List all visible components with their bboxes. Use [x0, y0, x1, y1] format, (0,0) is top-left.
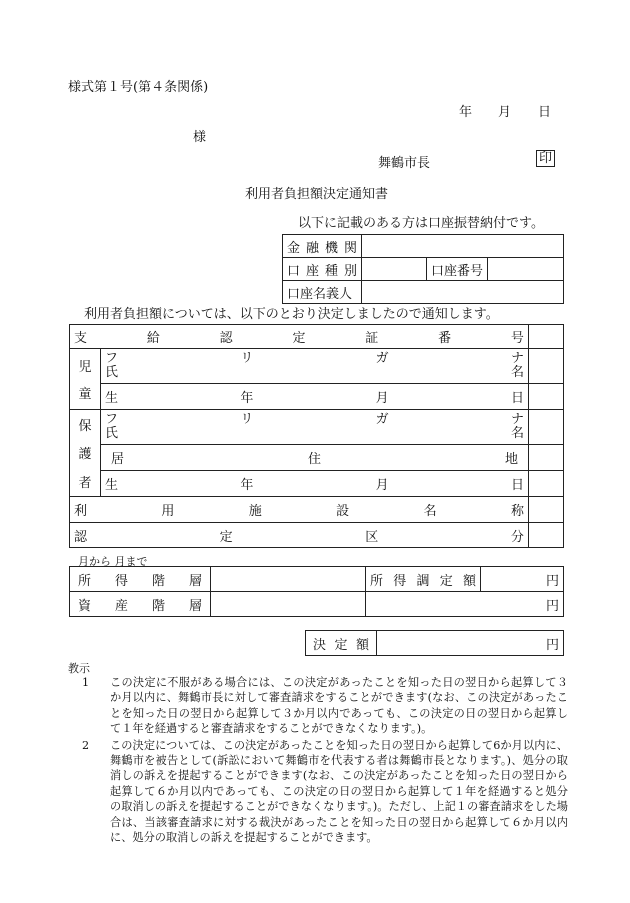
child-group-char-2: 童 — [78, 387, 92, 402]
main-table — [69, 324, 564, 548]
guardian-group-char-3: 者 — [78, 476, 92, 492]
account-number-value[interactable] — [488, 258, 564, 281]
account-type-label: 口 座 種 別 — [287, 263, 357, 279]
account-intro: 以下に記載のある方は口座振替納付です。 — [298, 216, 544, 231]
income-level-value[interactable] — [211, 567, 366, 592]
asset-level-label: 資 産 階 層 — [78, 598, 202, 614]
guardian-birthdate-value[interactable] — [528, 471, 563, 497]
account-type-value[interactable] — [362, 258, 427, 281]
income-adjust-value[interactable] — [481, 567, 564, 592]
child-group-char-1: 児 — [78, 360, 92, 375]
issuer: 舞鶴市長 — [378, 156, 431, 171]
facility-label: 利 用 施 設 名 称 — [74, 504, 524, 519]
guardian-group-char-2: 護 — [78, 447, 92, 463]
child-group-label — [74, 352, 96, 406]
cert-number-value[interactable] — [528, 325, 563, 349]
decision-value[interactable] — [377, 631, 564, 656]
account-holder-value[interactable] — [362, 281, 564, 304]
income-table — [69, 566, 564, 617]
category-value[interactable] — [528, 523, 563, 548]
recipient-suffix: 様 — [193, 130, 207, 145]
notes-list — [68, 675, 568, 845]
date-day: 日 — [538, 105, 552, 120]
guardian-name-label: 氏 名 — [105, 426, 524, 441]
note-number: 1 — [82, 676, 90, 689]
guardian-furigana-label: フ リ ガ ナ — [105, 412, 524, 427]
income-adjust-label: 所 得 調 定 額 — [370, 573, 476, 589]
note-number: 2 — [82, 738, 90, 752]
document-title: 利用者負担額決定通知書 — [245, 187, 389, 202]
asset-yen: 円 — [545, 598, 559, 614]
guardian-address-value[interactable] — [528, 445, 563, 471]
child-birthdate-label: 生 年 月 日 — [105, 391, 524, 406]
decision-yen: 円 — [545, 637, 559, 653]
note-text: この決定に不服がある場合には、この決定があったことを知った日の翌日から起算して３か月以内に、舞鶴市長に対して審査請求をすることができます(なお、この決定があったことを知った日の翌日から起算して３か月以内であっても、この決定の日の翌日から起算して１年を経過すると審査請求をすることができなくなります。)。 — [110, 676, 568, 736]
decision-label: 決 定 額 — [313, 637, 369, 653]
asset-level-value[interactable] — [211, 592, 366, 617]
guardian-birthdate-label: 生 年 月 日 — [105, 478, 524, 493]
bank-value[interactable] — [362, 235, 564, 258]
account-table — [282, 234, 564, 304]
child-birthdate-value[interactable] — [528, 384, 563, 410]
guardian-group-char-1: 保 — [78, 418, 92, 434]
facility-value[interactable] — [528, 497, 563, 523]
form-number: 様式第１号(第４条関係) — [68, 80, 209, 95]
guardian-name-value[interactable] — [528, 410, 563, 445]
guardian-group-label — [74, 410, 96, 496]
asset-amount-value[interactable] — [366, 592, 564, 617]
date-year: 年 — [459, 105, 473, 120]
note-item — [68, 738, 568, 846]
seal-mark: 印 — [536, 150, 555, 167]
income-level-label: 所 得 階 層 — [78, 573, 202, 589]
account-holder-label: 口座名義人 — [287, 286, 353, 302]
category-label: 認 定 区 分 — [74, 529, 524, 545]
notice-text: 利用者負担額については、以下のとおり決定しましたので通知します。 — [84, 307, 499, 322]
bank-label: 金 融 機 関 — [287, 240, 357, 256]
income-adjust-yen: 円 — [545, 573, 559, 589]
cert-number-label: 支 給 認 定 証 番 号 — [74, 331, 524, 346]
note-item — [68, 675, 568, 737]
child-name-label: 氏 名 — [105, 365, 524, 380]
date-month: 月 — [498, 105, 512, 120]
period-text: 月から 月まで — [78, 555, 148, 568]
child-name-value[interactable] — [528, 349, 563, 384]
account-number-label: 口座番号 — [427, 258, 488, 281]
guardian-address-label: 居 住 地 — [111, 452, 518, 467]
child-furigana-label: フ リ ガ ナ — [105, 351, 524, 366]
decision-table — [305, 630, 564, 656]
notes-heading: 教示 — [68, 662, 90, 675]
note-text: この決定については、この決定があったことを知った日の翌日から起算して6か月以内に、舞鶴市を被告として(訴訟において舞鶴市を代表する者は舞鶴市長となります。)、処分の取消しの訴えを提起することができます(なお、この決定があったことを知った日の翌日から起算して６か月以内であっても、この決定の日の翌日から起算して１年を経過すると処分の取消しの訴えを提起することができなくなります。)。ただし、上記１の審査請求をした場合は、当該審査請求に対する裁決があったことを知った日の翌日から起算して６か月以内に、処分の取消しの訴えを提起することができます。 — [110, 738, 568, 845]
